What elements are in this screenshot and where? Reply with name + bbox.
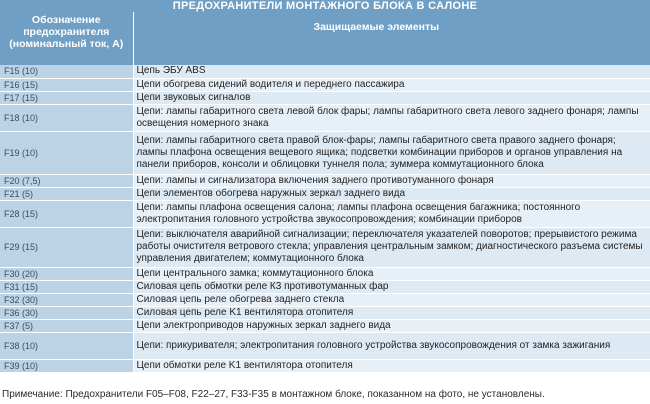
table-header-row: [0, 12, 650, 65]
column-header-fuse: Обозначение предохранителя (номинальный ток, А): [0, 12, 133, 65]
table-row: [0, 306, 650, 319]
fuse-code: F37 (5): [0, 319, 133, 332]
table-row: [0, 131, 650, 174]
fuse-code: F39 (10): [0, 359, 133, 372]
fuse-code: F38 (10): [0, 332, 133, 359]
table-row: [0, 174, 650, 187]
fuse-code: F17 (15): [0, 91, 133, 104]
protected-elements: Цепи: лампы плафона освещения салона; лампы плафона освещения багажника; постоянного электропитания головного устройства звукосопровождения; комбинации приборов: [133, 200, 650, 227]
protected-elements: Цепи обогрева сидений водителя и переднего пассажира: [133, 78, 650, 91]
fuse-code: F15 (10): [0, 65, 133, 78]
protected-elements: Цепи элементов обогрева наружных зеркал заднего вида: [133, 187, 650, 200]
fuse-code: F32 (30): [0, 293, 133, 306]
protected-elements: Силовая цепь реле K1 вентилятора отопителя: [133, 306, 650, 319]
footnote: Примечание: Предохранители F05–F08, F22–27, F33-F35 в монтажном блоке, показанном на фото, не установлены.: [2, 389, 545, 400]
table-row: [0, 293, 650, 306]
protected-elements: Цепь ЭБУ ABS: [133, 65, 650, 78]
table-row: [0, 359, 650, 372]
table-row: [0, 104, 650, 131]
protected-elements: Цепи: лампы и сигнализатора включения заднего противотуманного фонаря: [133, 174, 650, 187]
fuse-code: F16 (15): [0, 78, 133, 91]
table-row: [0, 200, 650, 227]
table-row: [0, 187, 650, 200]
fuse-code: F20 (7,5): [0, 174, 133, 187]
fuse-code: F31 (15): [0, 280, 133, 293]
table-row: [0, 319, 650, 332]
protected-elements: Силовая цепь реле обогрева заднего стекла: [133, 293, 650, 306]
protected-elements: Цепи: лампы габаритного света левой блок фары; лампы габаритного света левого заднего фонаря; лампы освещения номерного знака: [133, 104, 650, 131]
protected-elements: Цепи центрального замка; коммутационного блока: [133, 267, 650, 280]
column-header-elements: Защищаемые элементы: [133, 12, 650, 65]
table-row: [0, 65, 650, 78]
fuse-code: F18 (10): [0, 104, 133, 131]
fuse-code: F19 (10): [0, 131, 133, 174]
table-row: [0, 227, 650, 267]
fuse-code: F28 (15): [0, 200, 133, 227]
fuse-code: F36 (30): [0, 306, 133, 319]
table-row: [0, 78, 650, 91]
fuse-code: F21 (5): [0, 187, 133, 200]
protected-elements: Цепи: прикуривателя; электропитания головного устройства звукосопровождения от замка зажигания: [133, 332, 650, 359]
table-body: [0, 65, 650, 372]
protected-elements: Цепи обмотки реле K1 вентилятора отопителя: [133, 359, 650, 372]
table-title: ПРЕДОХРАНИТЕЛИ МОНТАЖНОГО БЛОКА В САЛОНЕ: [0, 0, 650, 12]
fuse-code: F29 (15): [0, 227, 133, 267]
protected-elements: Цепи звуковых сигналов: [133, 91, 650, 104]
protected-elements: Цепи: выключателя аварийной сигнализации; переключателя указателей поворотов; прерывистого режима работы очистителя ветрового стекла; управления центральным замком; диагностического разъема системы управления двигателем; коммутационного блока: [133, 227, 650, 267]
table-title-row: [0, 0, 650, 12]
protected-elements: Силовая цепь обмотки реле К3 противотуманных фар: [133, 280, 650, 293]
table-row: [0, 332, 650, 359]
protected-elements: Цепи электроприводов наружных зеркал заднего вида: [133, 319, 650, 332]
fuse-code: F30 (20): [0, 267, 133, 280]
table-row: [0, 267, 650, 280]
table-row: [0, 91, 650, 104]
table-row: [0, 280, 650, 293]
protected-elements: Цепи: лампы габаритного света правой блок-фары; лампы габаритного света правого заднего фонаря; лампы плафона освещения вещевого ящика; подсветки комбинации приборов и органов управления на панели приборов, консоли и облицовки туннеля пола; зуммера коммутационного блока: [133, 131, 650, 174]
